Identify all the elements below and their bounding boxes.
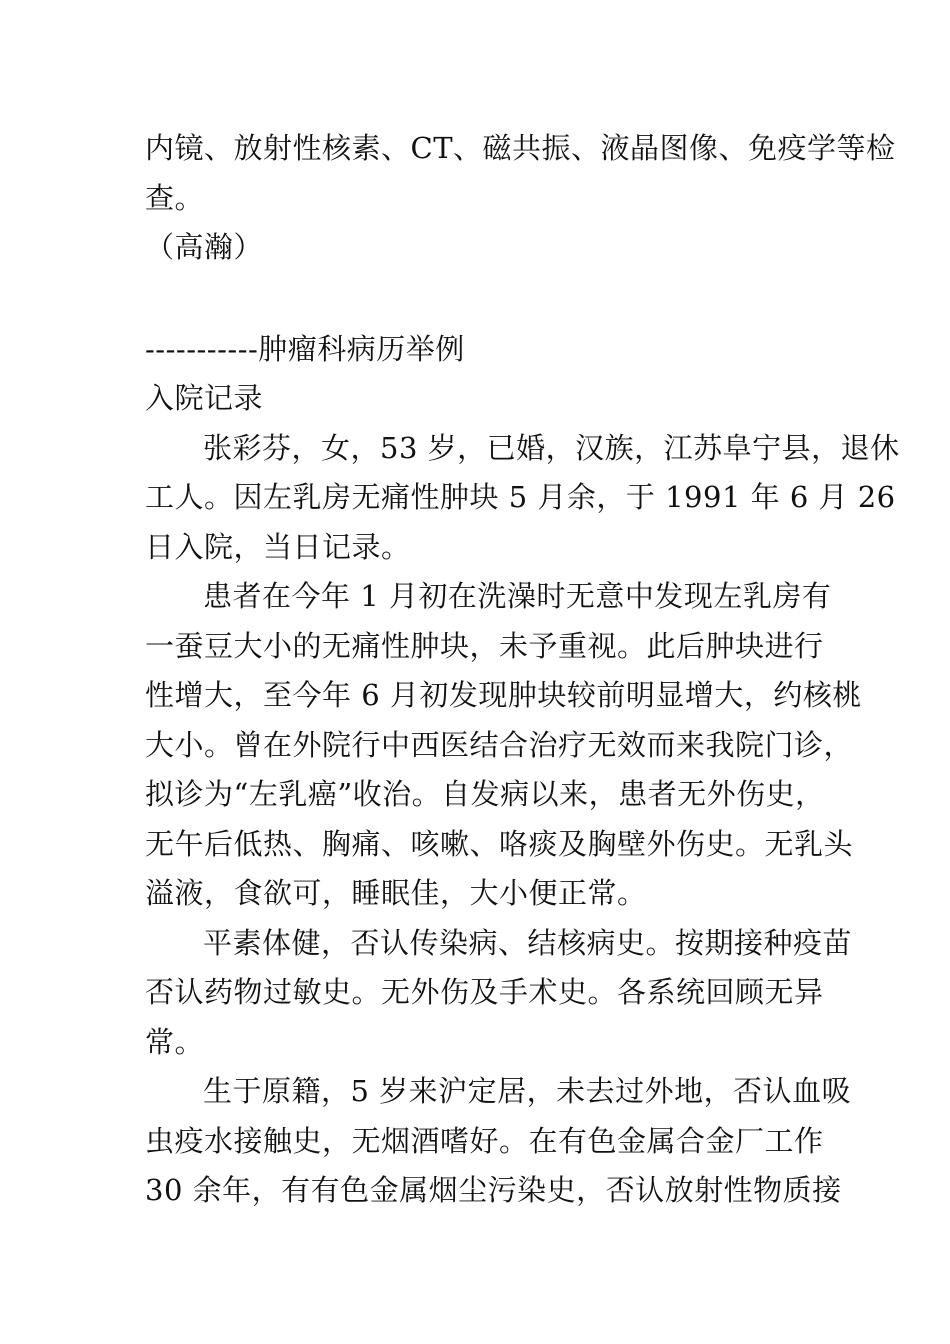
- paragraph-line: 生于原籍，5 岁来沪定居，未去过外地，否认血吸: [203, 1074, 852, 1108]
- paragraph-line: 拟诊为“左乳癌”收治。自发病以来，患者无外伤史，: [145, 777, 825, 811]
- paragraph-line: 无午后低热、胸痛、咳嗽、咯痰及胸壁外伤史。无乳头: [145, 826, 854, 861]
- paragraph-line: 大小。曾在外院行中西医结合治疗无效而来我院门诊，: [145, 727, 854, 762]
- paragraph-line: 张彩芬，女，53 岁，已婚，汉族，江苏阜宁县，退休: [203, 430, 900, 465]
- paragraph-line: 30 余年，有有色金属烟尘污染史，否认放射性物质接: [145, 1173, 842, 1207]
- record-title: 入院记录: [145, 381, 264, 415]
- paragraph-line: 性增大，至今年 6 月初发现肿块较前明显增大，约核桃: [145, 678, 862, 712]
- intro-line: 查。: [145, 180, 205, 215]
- paragraph-line: 否认药物过敏史。无外伤及手术史。各系统回顾无异: [145, 975, 824, 1009]
- section-title: -----------肿瘤科病历举例: [145, 331, 465, 366]
- paragraph-line: 患者在今年 1 月初在洗澡时无意中发现左乳房有: [203, 579, 832, 613]
- paragraph-line: 虫疫水接触史，无烟酒嗜好。在有色金属合金厂工作: [145, 1123, 824, 1158]
- document-body: [145, 124, 900, 1216]
- paragraph-line: 溢液，食欲可，睡眠佳，大小便正常。: [145, 876, 647, 910]
- paragraph-line: 日入院，当日记录。: [145, 529, 411, 564]
- intro-line: 内镜、放射性核素、CT、磁共振、液晶图像、免疫学等检: [145, 131, 896, 165]
- paragraph-line: 平素体健，否认传染病、结核病史。按期接种疫苗: [203, 925, 853, 960]
- paragraph-line: 常。: [145, 1024, 205, 1059]
- paragraph-line: 工人。因左乳房无痛性肿块 5 月余，于 1991 年 6 月 26: [145, 480, 896, 514]
- section-spacer: [145, 273, 825, 325]
- paragraph-line: 一蚕豆大小的无痛性肿块，未予重视。此后肿块进行: [145, 628, 824, 663]
- author-signature: （高瀚）: [145, 230, 264, 264]
